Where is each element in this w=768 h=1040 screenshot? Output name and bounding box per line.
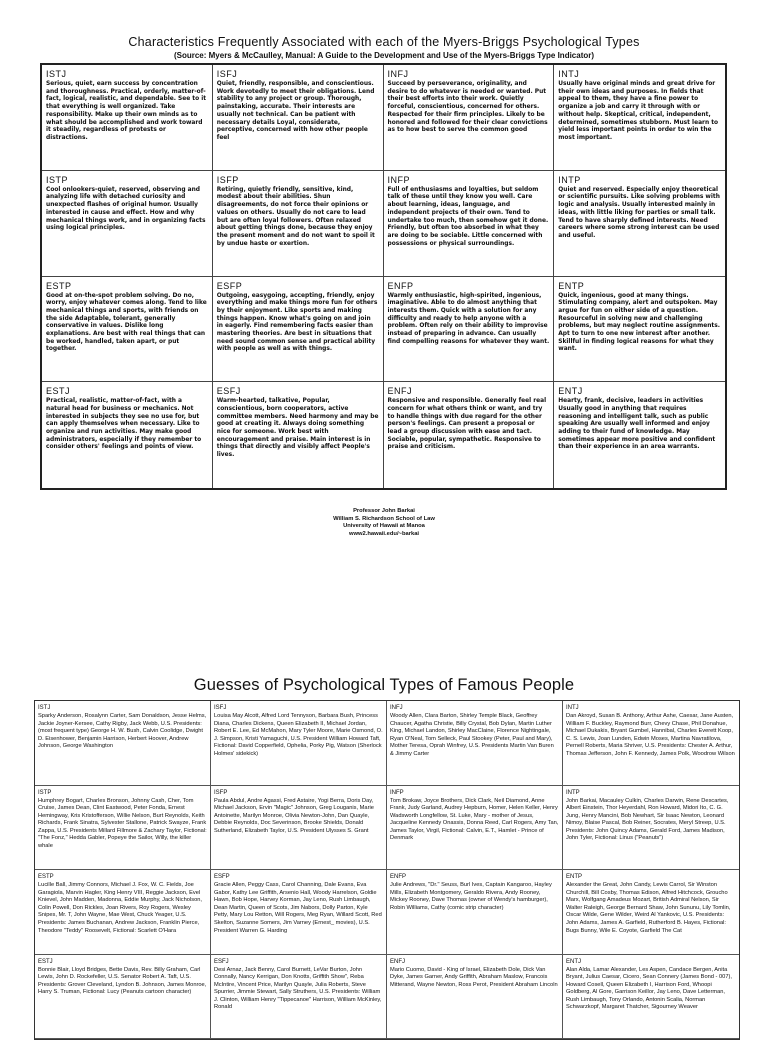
famous-cell-enfj — [387, 955, 563, 1040]
type-code: ESTP — [46, 280, 72, 291]
type-code: INTP — [558, 174, 581, 185]
type-cell-entj — [554, 382, 725, 488]
type-code: INFJ — [387, 69, 409, 79]
famous-people-list: John Barkai, Macauley Culkin, Charles Darwin, Rene Descartes, Albert Einstein, Thor Heyerdahl, Ron Howard, Midori Ito, C. G. Jung, Henry Mancini, Bob Newhart, Sir Isaac Newton, Leonard Nimoy, Blaise Pascal, Bob Reiner, Socrates, Meryl Streep, U.S. Presidents: John Quincy Adams, Gerald Ford, James Madison, John Tyler, Fictional: Linus ("Peanuts") — [566, 797, 729, 842]
famous-people-list: Tom Brokaw, Joyce Brothers, Dick Clark, Neil Diamond, Anne Frank, Judy Garland, Audrey Hepburn, Homer, Helen Keller, Henry Wadsworth Longfellow, St. Luke, Mary - mother of Jesus, Jacqueline Kennedy Onassis, Donna Reed, Carl Rogers, Amy Tan, James Taylor, Virgil, Fictional: Calvin, E.T., Hamlet - Prince of Denmark — [390, 797, 559, 842]
famous-cell-esfp — [211, 870, 387, 955]
type-code: ESTJ — [46, 386, 71, 397]
famous-people-list: Humphrey Bogart, Charles Bronson, Johnny Cash, Cher, Tom Cruise, James Dean, Clint Eastwood, Peter Fonda, Ernest Hemingway, Kris Kristofferson, Willie Nelson, Burt Reynolds, Keith Richards, Frank Sinatra, Sylvester Stallone, Patrick Swayze, Frank Zappa, U.S. Presidents Millard Fillmore & Zachary Taylor, Fictional: "The Fonz," Hedda Gabler, Popeye the Sailor, Willy, the killer whale — [38, 797, 207, 850]
type-cell-istj — [42, 65, 213, 171]
type-description: Quiet, friendly, responsible, and conscientious. Work devotedly to meet their obligations. Lend stability to any project or group. Thorough, painstaking, accurate. Their interests are usually not technical. Can be patient with necessary details Loyal, considerate, perceptive, concerned with how other people feel — [216, 81, 375, 141]
type-cell-intp — [554, 171, 725, 277]
author-block — [0, 508, 768, 538]
type-description: Warmly enthusiastic, high-spirited, ingenious, imaginative. Able to do almost anything that interests them. Quick with a solution for any difficulty and ready to help anyone with a problem. Often rely on their ability to improvise instead of preparing in advance. Can usually find compelling reasons for whatever they want. — [387, 292, 550, 345]
type-cell-esfp — [213, 277, 384, 383]
type-code: INTJ — [566, 705, 579, 711]
author-university: University of Hawaii at Manoa — [343, 523, 425, 530]
type-description: Practical, realistic, matter-of-fact, with a natural head for business or mechanics. Not interested in subjects they see no use for, but can apply themselves when necessary. Like to organize and run activities. May make good administrators, especially if they remember to consider others' feelings and points of view. — [46, 398, 202, 451]
famous-cell-isfj — [211, 701, 387, 786]
famous-people-list: Desi Arnaz, Jack Benny, Carol Burnett, LeVar Burton, John Connally, Nancy Kerrigan, Don Knotts, Griffith Show", Reba McIntire, Vincent Price, Marilyn Quayle, Julia Roberts, Steve Spurrier, Jimmie Stewart, Sally Struthers, U.S. Presidents: William J. Clinton, William Henry "Tippecanoe" Harrison, William McKinley, Ronald — [214, 966, 382, 1011]
type-cell-istp — [42, 171, 213, 277]
type-code: ISTJ — [38, 705, 51, 711]
type-description: Succeed by perseverance, originality, and desire to do whatever is needed or wanted. Put their best efforts into their work. Quietly forceful, conscientious, concerned for others. Respected for their firm principles. Likely to be honored and followed for their clear convictions as to how best to serve the common good — [387, 81, 548, 134]
type-code: ESFP — [216, 280, 243, 291]
type-description: Usually have original minds and great drive for their own ideas and purposes. In fields that appeal to them, they have a fine power to organize a job and carry it through with or without help. Skeptical, critical, independent, determined, sometimes stubborn. Must learn to yield less important points in order to win the most important. — [558, 81, 719, 141]
type-description: Responsive and responsible. Generally feel real concern for what others think or want, and try to handle things with due regard for the other person's feelings. Can present a proposal or lead a group discussion with ease and tact. Sociable, popular, sympathetic. Responsive to praise and criticism. — [387, 398, 547, 451]
type-cell-estp — [42, 277, 213, 383]
type-code: ENFJ — [387, 386, 412, 397]
type-code: ENFP — [390, 874, 407, 880]
type-description: Cool onlookers-quiet, reserved, observing and analyzing life with detached curiosity and unexpected flashes of original humor. Usually interested in cause and effect. How and why mechanical things work, and in organizing facts using logical principles. — [46, 186, 206, 232]
famous-cell-entp — [563, 870, 739, 955]
type-code: ENTJ — [558, 386, 583, 397]
page-subtitle: (Source: Myers & McCaulley, Manual: A Guide to the Development and Use of the Myers-Briggs Type Indicator) — [173, 51, 595, 60]
famous-people-list: Dan Akroyd, Susan B. Anthony, Arthur Ashe, Caesar, Jane Austen, William F. Buckley, Raymond Burr, Chevy Chase, Phil Donahue, Michael Dukakis, Bryant Gumbel, Hannibal, Charles Everett Koop, C. S. Lewis, Joan Lunden, Edwin Moses, Martina Navratilova, Pernell Roberts, Maria Shriver, U.S. Presidents: Chester A. Arthur, Thomas Jefferson, John F. Kennedy, James Polk, Woodrow Wilson — [566, 713, 735, 757]
type-cell-infp — [384, 171, 555, 277]
type-code: ISFJ — [216, 69, 238, 79]
type-code: ESFJ — [214, 958, 229, 965]
famous-people-list: Alan Alda, Lamar Alexander, Les Aspen, Candace Bergen, Anita Bryant, Julius Caesar, Cicero, Sean Connery (James Bond - 007), Howard Cosell, Queen Elizabeth I, Harrison Ford, Whoopi Goldberg, Al Gore, Garrison Keillor, Jay Leno, Dave Letterman, Rush Limbaugh, Tony Orlando, Antonin Scalia, Norman Schwarzkopf, Margaret Thatcher, Sigourney Weaver — [566, 966, 732, 1011]
type-cell-esfj — [213, 382, 384, 488]
type-code: ISTJ — [46, 69, 67, 79]
type-cell-estj — [42, 382, 213, 488]
type-cell-enfp — [384, 277, 555, 383]
type-code: ESFP — [214, 874, 230, 880]
famous-people-list: Louisa May Alcott, Alfred Lord Tennyson, Barbara Bush, Princess Diana, Charles Dickens, Queen Elizabeth II, Michael Jordan, Robert E. Lee, Ed McMahon, Mary Tyler Moore, Marie Osmond, O. J. Simpson, Kristi Yamaguchi, U.S. President William Howard Taft, Fictional: David Copperfield, Ophelia, Porky Pig, Watson (Sherlock Holmes' sidekick) — [214, 713, 383, 757]
famous-people-list: Bonnie Blair, Lloyd Bridges, Bette Davis, Rev. Billy Graham, Carl Lewis, John D. Rockefeller, U.S. Senator Robert A. Taft, U.S. Presidents: Grover Cleveland, Lyndon B. Johnson, James Monroe, Harry S. Truman, Fictional: Lucy (Peanuts cartoon character) — [38, 966, 207, 996]
famous-people-list: Woody Allen, Clara Barton, Shirley Temple Black, Geoffrey Chaucer, Agatha Christie, Billy Crystal, Bob Dylan, Martin Luther King, Michael Landon, Shirley MacClaine, Florence Nightingale, Ryan O'Neal, Tom Selleck, Paul Stookey (Peter, Paul and Mary), Mother Teresa, Oprah Winfrey, U.S. Presidents Martin Van Buren & Jimmy Carter — [390, 713, 554, 757]
famous-people-list: Alexander the Great, John Candy, Lewis Carrol, Sir Winston Churchill, Bill Cosby, Thomas Edison, Alfred Hitchcock, Groucho Marx, Wolfgang Amadeus Mozart, British Admiral Nelson, Sir Walter Raleigh, George Bernard Shaw, John Sununu, Lily Tomlin, Oscar Wilde, Gene Wilder, Weird Al Yankovic, U.S. Presidents: John Adams, James A. Garfield, Rutherford B. Hayes, Fictional: Bugs Bunny, Wile E. Coyote, Garfield The Cat — [566, 882, 731, 934]
famous-people-list: Sparky Anderson, Rosalynn Carter, Sam Donaldson, Jesse Helms, Jackie Joyner-Kersee, Cathy Rigby, Jack Webb, U.S. Presidents: (most frequent type) George H. W. Bush, Calvin Coolidge, Dwight D. Eisenhower, Benjamin Harrison, Herbert Hoover, Andrew Johnson, George Washington — [38, 713, 207, 750]
famous-cell-istp — [35, 786, 211, 871]
famous-cell-estp — [35, 870, 211, 955]
type-description: Warm-hearted, talkative, Popular, conscientious, born cooperators, active committee members. Need harmony and may be good at creating it. Always doing something nice for someone. Work best with encouragement and praise. Main interest is in things that directly and visibly affect People's lives. — [216, 398, 379, 459]
famous-people-list: Paula Abdul, Andre Agassi, Fred Astaire, Yogi Berra, Doris Day, Michael Jackson, Ervin "Magic" Johnson, Greg Louganis, Marie Antoinette, Marilyn Monroe, Olivia Newton-John, Dan Quayle, Debbie Reynolds, Doc Severinson, Brooke Shields, Donald Sutherland, Elizabeth Taylor, U.S. President Ulysses S. Grant — [214, 797, 374, 834]
famous-cell-estj — [35, 955, 211, 1040]
type-description: Serious, quiet, earn success by concentration and thoroughness. Practical, orderly, matter-of-fact, logical, realistic, and dependable. See to it that everything is well organized. Take responsibility. Make up their own minds as to what should be accomplished and work toward it steadily, regardless of protests or distractions. — [46, 81, 207, 141]
type-cell-isfp — [213, 171, 384, 277]
famous-people-list: Lucille Ball, Jimmy Connors, Michael J. Fox, W. C. Fields, Joe Garagiola, Marvin Hagler, King Henry VIII, Reggie Jackson, Evel Knievel, John Madden, Madonna, Eddie Murphy, Jack Nicholson, Colin Powell, Don Rickles, Joan Rivers, Roy Rogers, Wesley Snipes, Mr. T, John Wayne, Mae West, Chuck Yeager, U.S. Presidents: James Buchanan, Andrew Jackson, Franklin Pierce, Theodore "Teddy" Roosevelt, Fictional: Scarlett O'Hara — [38, 882, 202, 934]
type-code: ISTP — [46, 174, 69, 185]
type-cell-isfj — [213, 65, 384, 171]
type-code: INTP — [566, 789, 580, 796]
type-code: ISFJ — [214, 705, 227, 711]
famous-cell-isfp — [211, 786, 387, 871]
type-description: Good at on-the-spot problem solving. Do no, worry, enjoy whatever comes along. Tend to like mechanical things and sports, with friends on the side Adaptable, tolerant, generally conservative in values. Dislike long explanations. Are best with real things that can be worked, handled, taken apart, or put together. — [46, 292, 207, 353]
famous-cell-infp — [387, 786, 563, 871]
type-code: INFJ — [390, 705, 403, 711]
type-code: ESTP — [38, 874, 54, 880]
famous-cell-entj — [563, 955, 739, 1040]
type-code: ISFP — [216, 174, 239, 185]
type-characteristics-table — [40, 63, 727, 490]
type-description: Full of enthusiasms and loyalties, but seldom talk of these until they know you well. Care about learning, ideas, language, and independent projects of their own. Tend to undertake too much, then somehow get it done. Friendly, but often too absorbed in what they are doing to be sociable. Little concerned with possessions or physical surroundings. — [387, 186, 549, 247]
type-cell-entp — [554, 277, 725, 383]
type-description: Quiet and reserved. Especially enjoy theoretical or scientific pursuits. Like solving problems with logic and analysis. Usually interested mainly in ideas, with little liking for parties or small talk. Tend to have sharply defined interests. Need careers where some strong interest can be used and useful. — [558, 186, 720, 239]
famous-people-list: Julie Andrews, "Dr." Seuss, Burl Ives, Captain Kangaroo, Hayley Mills, Elizabeth Montgomery, Geraldo Rivera, Andy Rooney, Mickey Rooney, Dave Thomas (owner of Wendy's hamburger), Robin Williams, Cathy (comic strip character) — [390, 882, 552, 911]
famous-people-table — [34, 700, 740, 1040]
type-description: Quick, ingenious, good at many things. Stimulating company, alert and outspoken. May argue for fun on either side of a question. Resourceful in solving new and challenging problems, but may neglect routine assignments. Apt to turn to one new interest after another. Skillful in finding logical reasons for what they want. — [558, 292, 720, 353]
famous-cell-intj — [563, 701, 739, 786]
type-code: ESFJ — [216, 386, 241, 397]
author-name: Professor John Barkai — [353, 508, 415, 514]
famous-people-list: Gracie Allen, Peggy Cass, Carol Channing, Dale Evans, Eva Gabor, Kathy Lee Griffith, Arsenio Hall, Woody Harrelson, Goldie Hawn, Bob Hope, Harvey Korman, Jay Leno, Rush Limbaugh, Dean Martin, Queen of Scots, Jim Nabors, Dolly Parton, Kyle Petty, Mary Lou Retton, Will Rogers, Meg Ryan, Willard Scott, Red Skelton, Suzanne Somers, Jim Varney (Ernest_ movies), U.S. President Warren G. Harding — [214, 882, 382, 934]
type-description: Outgoing, easygoing, accepting, friendly, enjoy everything and make things more fun for others by their enjoyment. Like sports and making things happen. Know what's going on and join in eagerly. Find remembering facts easier than mastering theories. Are best in situations that need sound common sense and practical ability with people as well as with things. — [216, 292, 378, 353]
type-description: Hearty, frank, decisive, leaders in activities Usually good in anything that requires reasoning and intelligent talk, such as public speaking Are usually well informed and enjoy adding to their fund of knowledge. May sometimes appear more positive and confident than their experience in an area warrants. — [558, 398, 716, 451]
type-cell-infj — [384, 65, 555, 171]
type-cell-intj — [554, 65, 725, 171]
type-code: ISFP — [214, 789, 228, 796]
famous-cell-istj — [35, 701, 211, 786]
type-cell-enfj — [384, 382, 555, 488]
famous-cell-infj — [387, 701, 563, 786]
type-code: ENFJ — [390, 958, 405, 965]
type-code: INTJ — [558, 69, 580, 79]
page-title: Characteristics Frequently Associated with each of the Myers-Briggs Psychological Types — [128, 35, 640, 49]
famous-cell-esfj — [211, 955, 387, 1040]
type-code: ESTJ — [38, 958, 53, 965]
type-description: Retiring, quietly friendly, sensitive, kind, modest about their abilities. Shun disagreements, do not force their opinions or values on others. Usually do not care to lead but are often loyal followers. Often relaxed about getting things done, because they enjoy the present moment and do not want to spoil it by undue haste or exertion. — [216, 186, 375, 247]
famous-cell-enfp — [387, 870, 563, 955]
famous-people-list: Mario Cuomo, David - King of Israel, Elizabeth Dole, Dick Van Dyke, James Garner, Andy Griffith, Abraham Maslow, Francois Mitterand, Wayne Newton, Ross Perot, President Abraham Lincoln — [390, 966, 558, 988]
famous-people-title: Guesses of Psychological Types of Famous People — [193, 676, 575, 694]
type-code: ISTP — [38, 789, 52, 796]
type-code: INFP — [387, 174, 411, 185]
famous-cell-intp — [563, 786, 739, 871]
type-code: INFP — [390, 789, 404, 796]
type-code: ENTP — [566, 874, 583, 880]
author-school: William S. Richardson School of Law — [333, 515, 435, 522]
type-code: ENTP — [558, 280, 585, 291]
type-code: ENFP — [387, 280, 414, 291]
type-code: ENTJ — [566, 958, 581, 965]
author-url[interactable]: www2.hawaii.edu/~barkai — [348, 530, 420, 537]
